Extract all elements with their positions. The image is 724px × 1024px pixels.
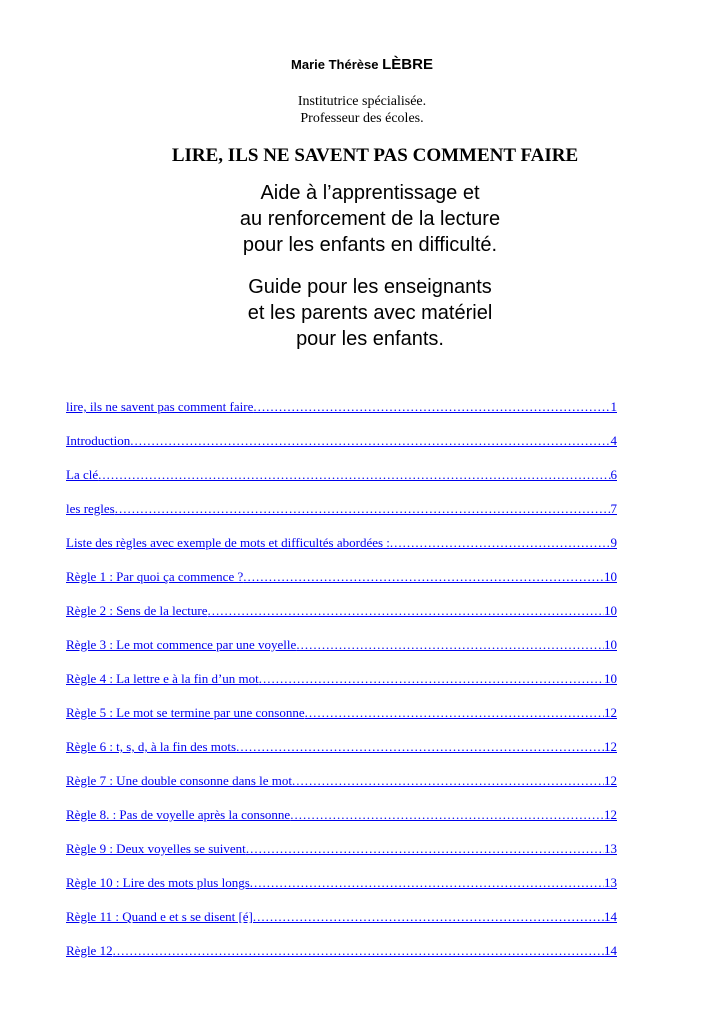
toc-entry-title: Introduction [66,433,131,448]
toc-entry-title: Règle 1 : Par quoi ça commence ? [66,569,244,584]
toc-entry-page: 10 [604,671,617,686]
toc-leader [390,535,611,551]
table-of-contents [66,399,617,977]
toc-entry-page: 12 [604,739,617,754]
toc-leader [253,909,604,925]
author-name [0,56,724,73]
toc-entry[interactable] [66,535,617,569]
toc-entry-title: Règle 10 : Lire des mots plus longs [66,875,250,890]
toc-entry-title: Règle 7 : Une double consonne dans le mot [66,773,293,788]
toc-entry-page: 1 [610,399,617,414]
toc-entry[interactable] [66,671,617,705]
toc-entry-title: Règle 12 [66,943,113,958]
toc-entry-page: 12 [604,807,617,822]
author-first-name: Marie Thérèse [291,57,379,72]
toc-entry[interactable] [66,705,617,739]
toc-entry[interactable] [66,943,617,977]
document-title: LIRE, ILS NE SAVENT PAS COMMENT FAIRE [171,145,579,166]
toc-entry[interactable] [66,739,617,773]
toc-entry-title: Règle 5 : Le mot se termine par une consonne [66,705,305,720]
toc-leader [292,773,604,789]
toc-entry-page: 7 [610,501,617,516]
toc-entry-page: 6 [610,467,617,482]
subtitle-guide-line: pour les enfants. [296,328,444,350]
toc-entry-title: lire, ils ne savent pas comment faire [66,399,254,414]
toc-entry[interactable] [66,841,617,875]
toc-entry-title: Règle 11 : Quand e et s se disent [é] [66,909,253,924]
toc-leader [259,671,604,687]
toc-leader [253,399,610,415]
toc-entry-page: 13 [604,841,617,856]
toc-entry[interactable] [66,603,617,637]
toc-entry-title: Règle 3 : Le mot commence par une voyelle [66,637,297,652]
toc-leader [246,841,604,857]
toc-entry[interactable] [66,467,617,501]
toc-leader [290,807,604,823]
toc-entry-title: Règle 4 : La lettre e à la fin d’un mot [66,671,259,686]
toc-entry-page: 9 [610,535,617,550]
toc-entry-page: 4 [610,433,617,448]
toc-entry[interactable] [66,807,617,841]
toc-leader [305,705,604,721]
toc-entry[interactable] [66,875,617,909]
toc-entry[interactable] [66,569,617,603]
author-last-name: LÈBRE [382,56,433,73]
subtitle-aide-line: pour les enfants en difficulté. [242,234,498,256]
toc-entry[interactable] [66,501,617,535]
toc-entry-title: Liste des règles avec exemple de mots et difficultés abordées : [66,535,390,550]
author-roles [0,93,724,127]
toc-entry-page: 14 [604,943,617,958]
toc-entry-title: Règle 2 : Sens de la lecture [66,603,208,618]
toc-leader [130,433,610,449]
toc-entry[interactable] [66,399,617,433]
toc-entry-page: 14 [604,909,617,924]
toc-entry[interactable] [66,773,617,807]
toc-leader [236,739,604,755]
toc-entry-page: 10 [604,603,617,618]
toc-leader [115,501,611,517]
toc-entry[interactable] [66,637,617,671]
subtitle-aide-line: Aide à l’apprentissage et [260,182,480,204]
toc-entry-title: Règle 9 : Deux voyelles se suivent [66,841,246,856]
toc-entry-title: Règle 6 : t, s, d, à la fin des mots [66,739,237,754]
toc-leader [208,603,604,619]
toc-entry-page: 10 [604,637,617,652]
toc-entry[interactable] [66,909,617,943]
toc-entry[interactable] [66,433,617,467]
author-role-1: Institutrice spécialisée. [297,94,427,109]
toc-leader [296,637,604,653]
subtitle-guide [0,274,724,352]
toc-entry-page: 12 [604,705,617,720]
toc-entry-title: Règle 8. : Pas de voyelle après la consonne [66,807,291,822]
toc-entry-title: La clé [66,467,99,482]
toc-entry-page: 13 [604,875,617,890]
toc-entry-title: les regles [66,501,115,516]
subtitle-aide-line: au renforcement de la lecture [239,208,501,230]
toc-leader [250,875,604,891]
subtitle-aide [0,180,724,258]
subtitle-guide-line: Guide pour les enseignants [248,276,492,298]
toc-leader [243,569,604,585]
author-role-2: Professeur des écoles. [300,111,424,126]
subtitle-guide-line: et les parents avec matériel [247,302,493,324]
toc-leader [113,943,604,959]
toc-leader [98,467,610,483]
toc-entry-page: 12 [604,773,617,788]
toc-entry-page: 10 [604,569,617,584]
